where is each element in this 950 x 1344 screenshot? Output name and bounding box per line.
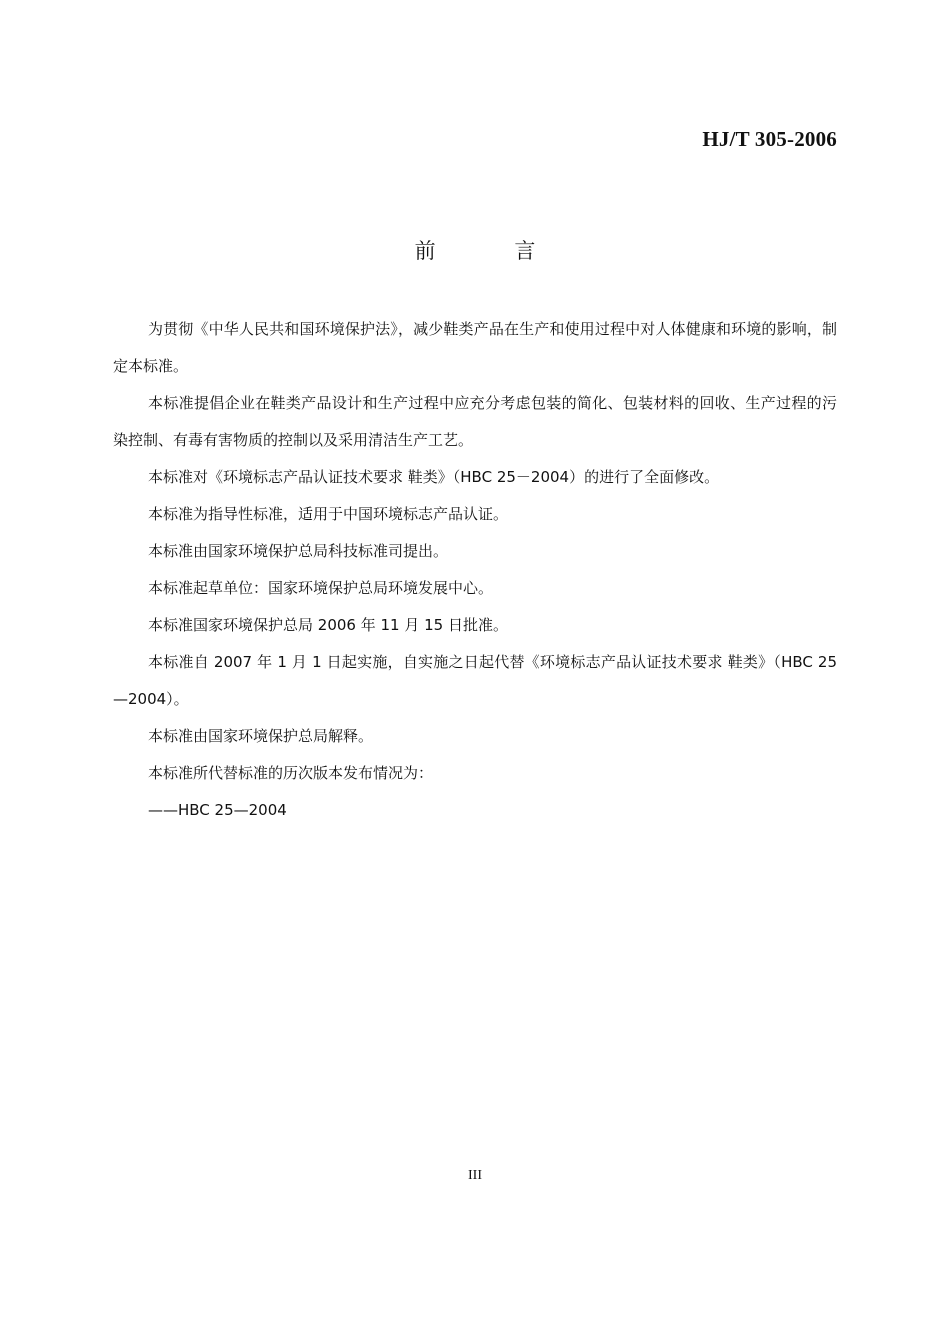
paragraph-scope: 本标准为指导性标准，适用于中国环境标志产品认证。 — [148, 505, 509, 523]
paragraph-interpretation: 本标准由国家环境保护总局解释。 — [148, 727, 374, 745]
paragraph-purpose: 为贯彻《中华人民共和国环境保护法》，减少鞋类产品在生产和使用过程中对人体健康和环境的影响，制定本标准。 — [113, 320, 837, 375]
paragraph-approval: 本标准国家环境保护总局 2006 年 11 月 15 日批准。 — [148, 616, 508, 634]
paragraph-revision: 本标准对《环境标志产品认证技术要求 鞋类》（HBC 25－2004）的进行了全面修改。 — [148, 468, 720, 486]
page-number: III — [468, 1168, 482, 1183]
section-title: 前 言 — [414, 239, 572, 263]
paragraph-history-intro: 本标准所代替标准的历次版本发布情况为： — [148, 764, 434, 782]
paragraph-effective-date: 本标准自 2007 年 1 月 1 日起实施，自实施之日起代替《环境标志产品认证技术要求 鞋类》（HBC 25—2004）。 — [113, 653, 837, 708]
paragraph-drafter: 本标准起草单位：国家环境保护总局环境发展中心。 — [148, 579, 494, 597]
standard-code: HJ/T 305-2006 — [702, 127, 837, 151]
paragraph-history-item: ——HBC 25—2004 — [148, 801, 287, 819]
foreword-body — [113, 311, 837, 829]
paragraph-advocacy: 本标准提倡企业在鞋类产品设计和生产过程中应充分考虑包装的简化、包装材料的回收、生产过程的污染控制、有毒有害物质的控制以及采用清洁生产工艺。 — [113, 394, 837, 449]
paragraph-proposer: 本标准由国家环境保护总局科技标准司提出。 — [148, 542, 449, 560]
